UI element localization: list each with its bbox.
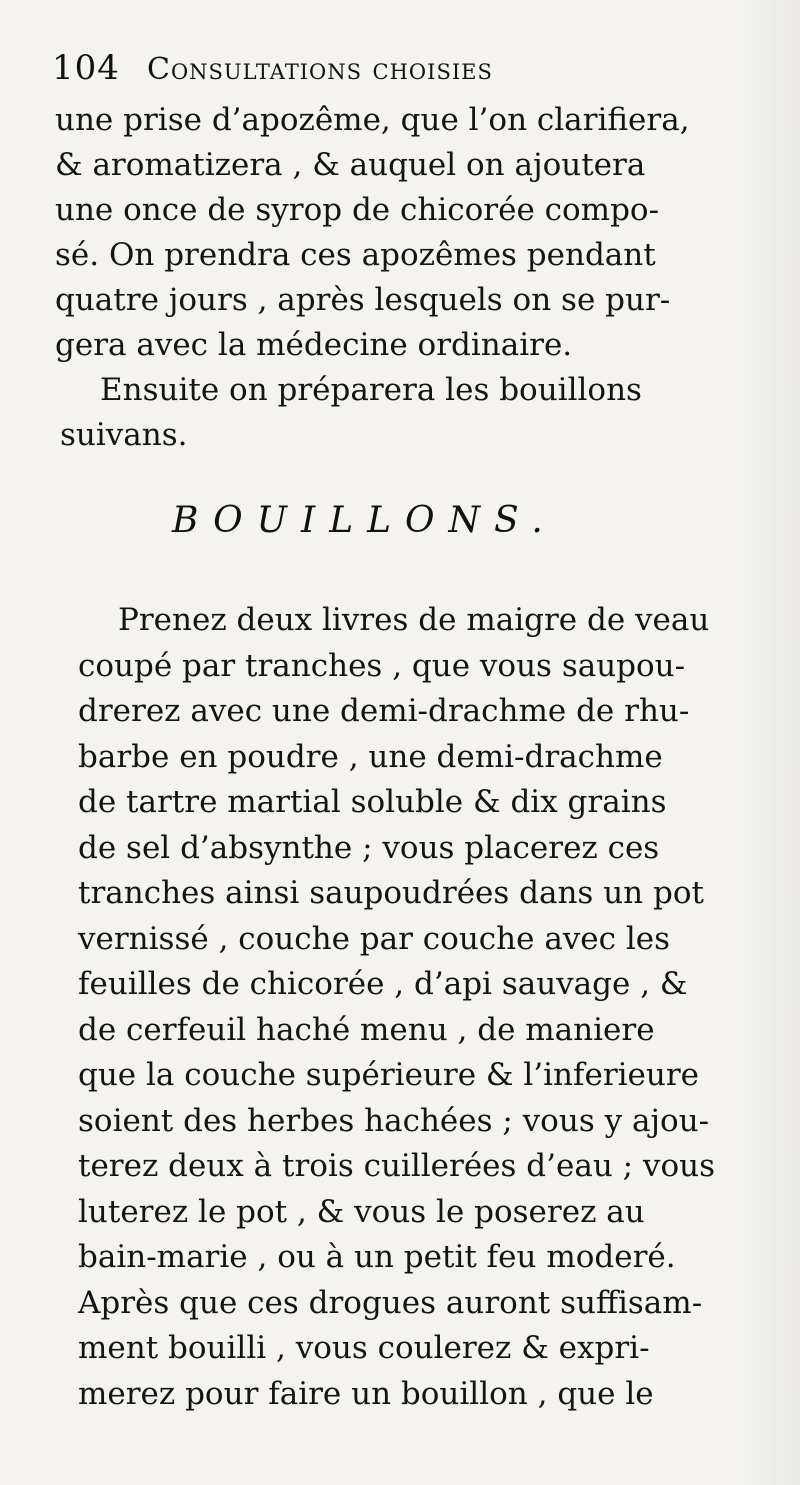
text-line: bain-marie , ou à un petit feu moderé. [78, 1239, 676, 1275]
text-line: Prenez deux livres de maigre de veau [118, 602, 710, 638]
text-line: suivans. [60, 417, 188, 453]
text-line: de tartre martial soluble & dix grains [78, 784, 667, 820]
paragraph-ensuite [60, 368, 642, 458]
text-line: de cerfeuil haché menu , de maniere [78, 1011, 655, 1048]
text-line: drerez avec une demi-drachme de rhu- [78, 693, 690, 729]
text-line: que la couche supérieure & l’inferieure [78, 1057, 700, 1093]
text-line: feuilles de chicorée , d’api sauvage , & [78, 966, 688, 1002]
text-line: barbe en poudre , une demi-drachme [78, 738, 663, 775]
text-line: vernissé , couche par couche avec les [78, 920, 671, 957]
paragraph-continued [55, 98, 690, 368]
text-line: une prise d’apozême, que l’on clarifiera, [55, 102, 690, 138]
page-number: 104 [52, 48, 120, 88]
text-line: merez pour faire un bouillon , que le [78, 1375, 654, 1412]
running-title: Consultations choisies [147, 52, 493, 87]
text-line: coupé par tranches , que vous saupou- [78, 647, 686, 684]
text-line: une once de syrop de chicorée compo- [55, 192, 660, 228]
page-edge-shadow [740, 0, 800, 1485]
text-line: gera avec la médecine ordinaire. [55, 327, 573, 363]
text-line: Ensuite on préparera les bouillons [100, 372, 642, 408]
text-line: Après que ces drogues auront suffisam- [78, 1284, 703, 1321]
text-line: terez deux à trois cuillerées d’eau ; vous [78, 1148, 715, 1184]
paragraph-recipe [78, 598, 715, 1417]
text-line: sé. On prendra ces apozêmes pendant [55, 237, 656, 273]
text-line: de sel d’absynthe ; vous placerez ces [78, 829, 660, 866]
text-line: tranches ainsi saupoudrées dans un pot [78, 875, 704, 911]
text-line: soient des herbes hachées ; vous y ajou- [78, 1102, 710, 1139]
text-line: quatre jours , après lesquels on se pur- [55, 282, 671, 318]
running-header [52, 48, 752, 98]
section-title: BOUILLONS. [172, 500, 557, 541]
text-line: & aromatizera , & auquel on ajoutera [55, 147, 646, 183]
text-line: luterez le pot , & vous le poserez au [78, 1193, 645, 1230]
text-line: ment bouilli , vous coulerez & expri- [78, 1330, 650, 1366]
